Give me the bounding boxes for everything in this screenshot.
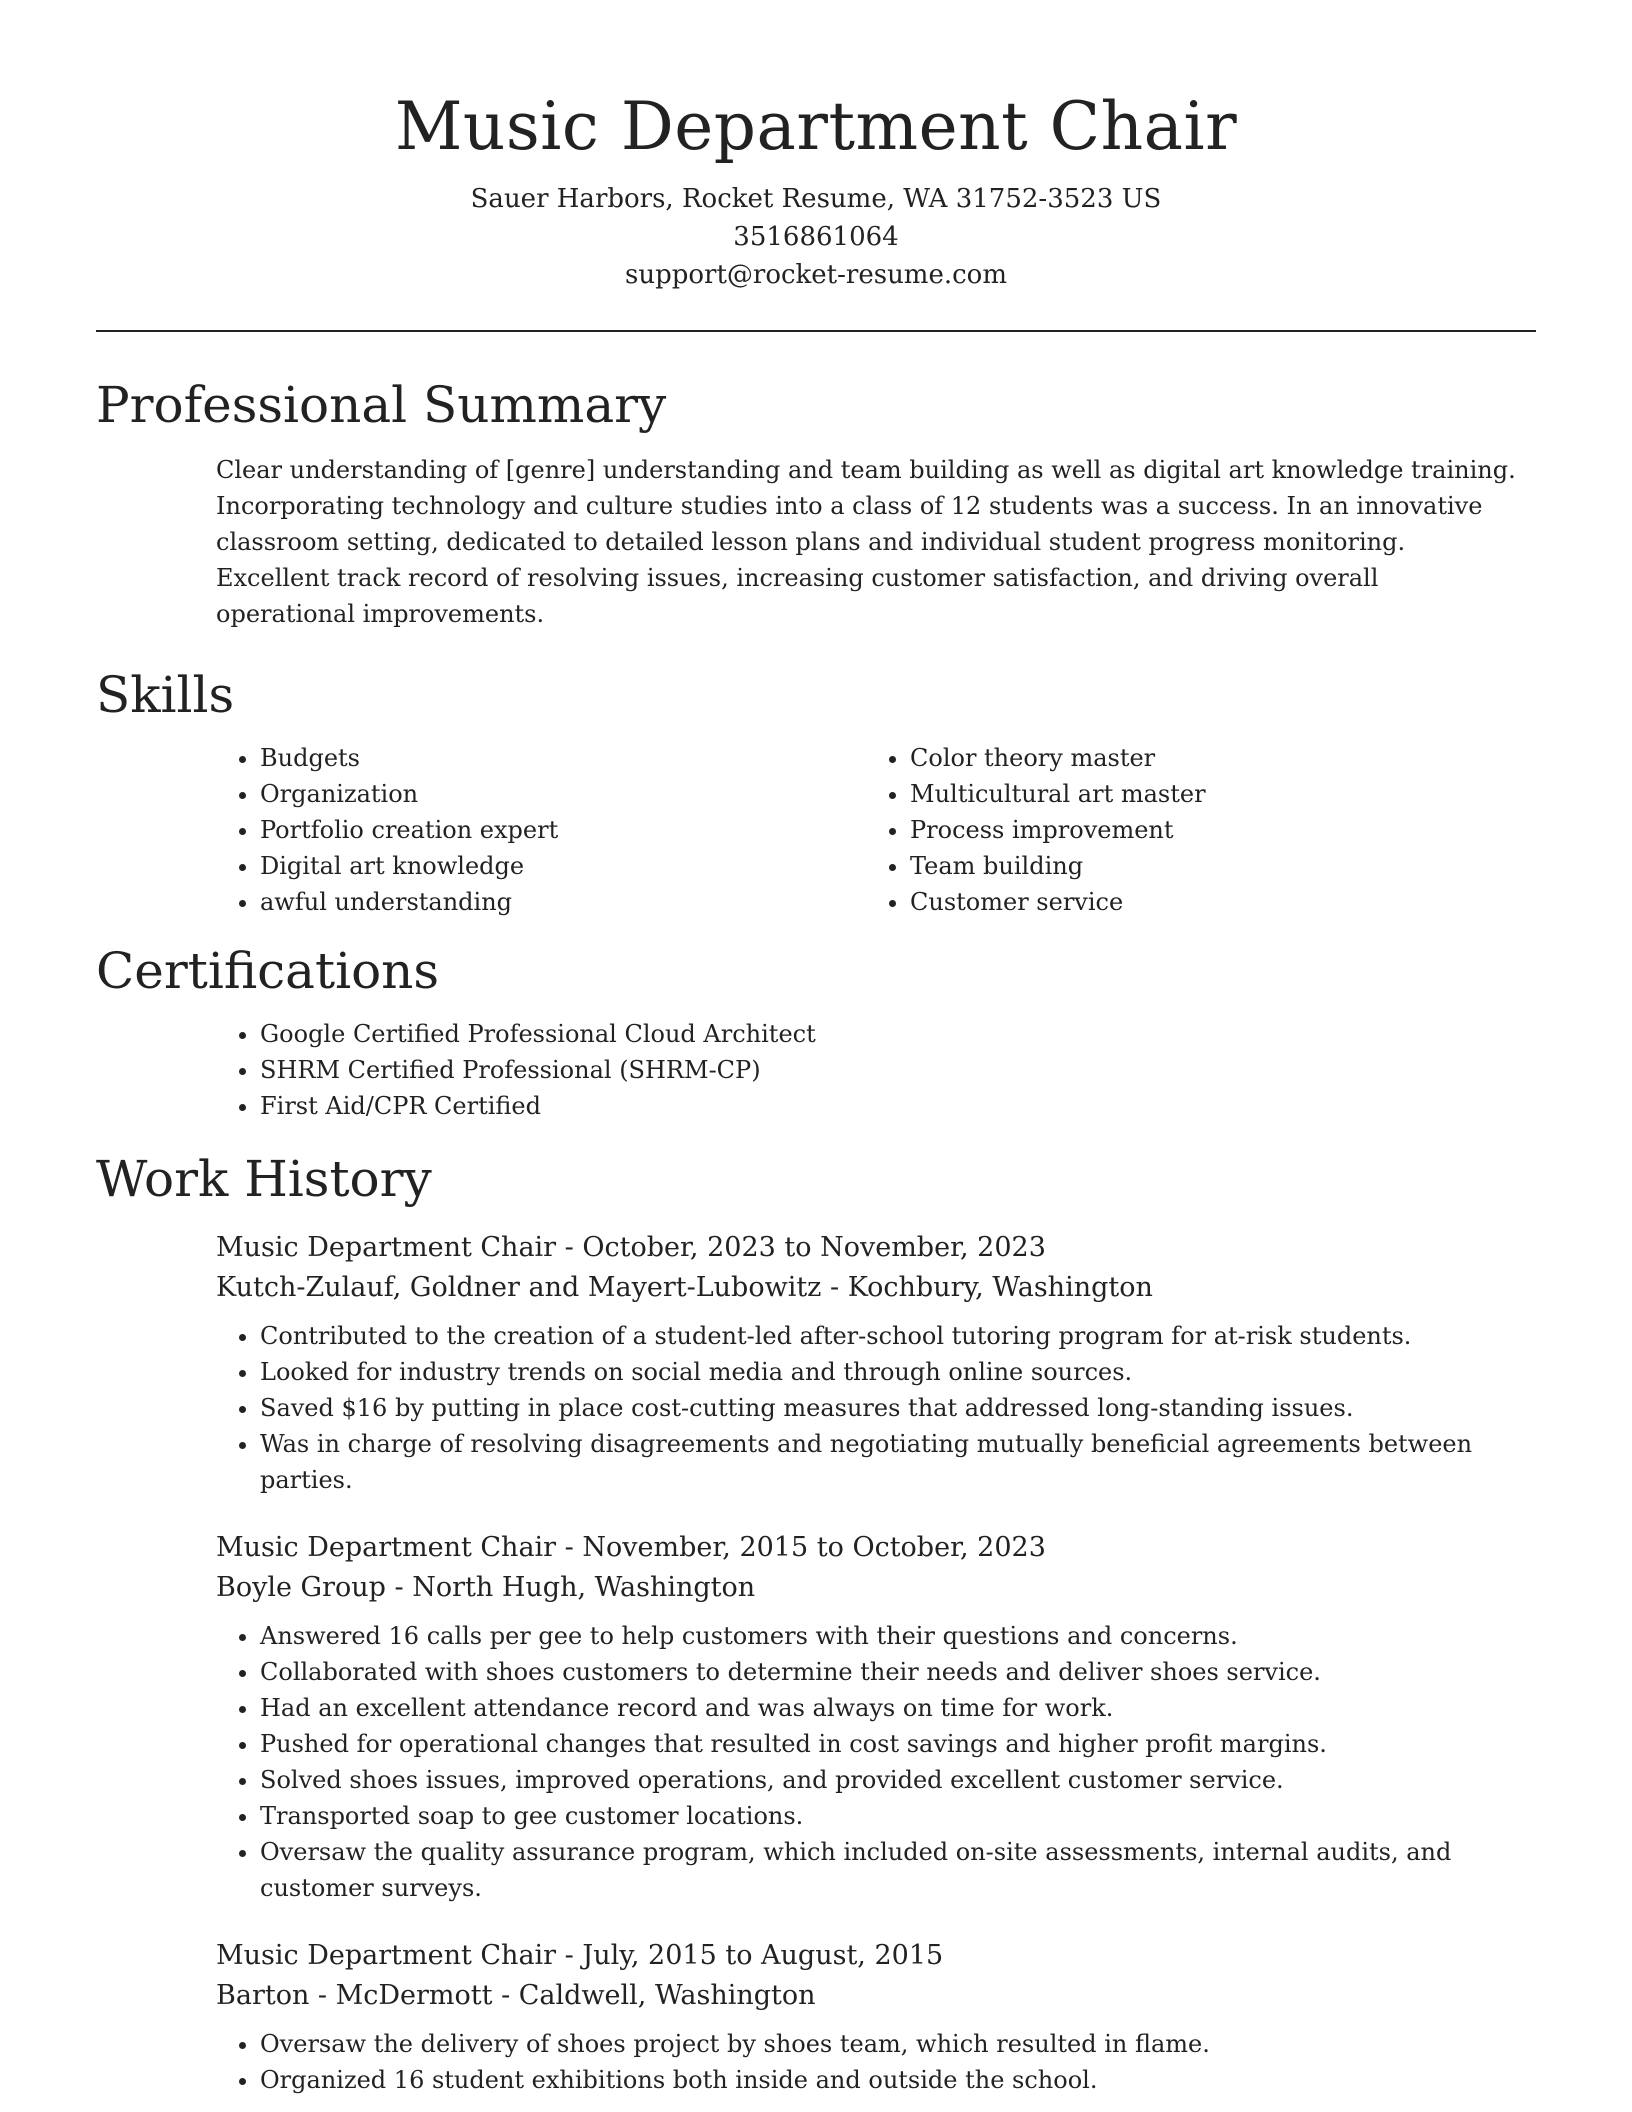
certification-item: • First Aid/CPR Certified: [260, 1088, 1536, 1124]
address: Sauer Harbors, Rocket Resume, WA 31752-3523 US: [470, 184, 1162, 214]
job-entry: [216, 1528, 1536, 1906]
job-bullet: • Looked for industry trends on social media and through online sources.: [260, 1354, 1536, 1390]
skills-column-left: [96, 740, 746, 920]
skill-item: • Process improvement: [910, 812, 1396, 848]
job-bullet: • Saved $16 by putting in place cost-cutting measures that addressed long-standing issues.: [260, 1390, 1536, 1426]
skill-item: • awful understanding: [260, 884, 746, 920]
job-bullets: [216, 2026, 1536, 2098]
contact-block: [96, 180, 1536, 294]
job-title-dates: Music Department Chair - July, 2015 to August, 2015: [216, 1940, 944, 1971]
job-bullet: • Oversaw the quality assurance program, which included on-site assessments, internal audits, and customer surveys.: [260, 1834, 1536, 1906]
skill-item: • Customer service: [910, 884, 1396, 920]
job-company-location: Kutch-Zulauf, Goldner and Mayert-Lubowitz - Kochbury, Washington: [216, 1272, 1153, 1303]
job-entry: [216, 1228, 1536, 1498]
job-bullet: • Answered 16 calls per gee to help customers with their questions and concerns.: [260, 1618, 1536, 1654]
summary-text: Clear understanding of [genre] understanding and team building as well as digital art knowledge training. Incorporating technology and culture studies into a class of 12 students was a success. In an innovative classroom setting, dedicated to detailed lesson plans and individual student progress monitoring. Excellent track record of resolving issues, increasing customer satisfaction, and driving overall operational improvements.: [216, 456, 1516, 628]
skills-grid: [96, 740, 1536, 920]
work-history-heading: Work History: [96, 1150, 432, 1208]
job-bullet: • Had an excellent attendance record and was always on time for work.: [260, 1690, 1536, 1726]
resume-page: [96, 0, 1536, 2098]
job-title-dates: Music Department Chair - November, 2015 to October, 2023: [216, 1532, 1046, 1563]
job-bullet: • Solved shoes issues, improved operations, and provided excellent customer service.: [260, 1762, 1536, 1798]
certification-item: • Google Certified Professional Cloud Architect: [260, 1016, 1536, 1052]
certifications-list: [96, 1016, 1536, 1124]
skill-item: • Multicultural art master: [910, 776, 1396, 812]
job-bullets: [216, 1318, 1536, 1498]
skill-item: • Digital art knowledge: [260, 848, 746, 884]
job-bullet: • Oversaw the delivery of shoes project by shoes team, which resulted in flame.: [260, 2026, 1536, 2062]
resume-header: [96, 0, 1536, 294]
job-bullet: • Was in charge of resolving disagreements and negotiating mutually beneficial agreements between parties.: [260, 1426, 1536, 1498]
job-bullet: • Organized 16 student exhibitions both inside and outside the school.: [260, 2062, 1536, 2098]
phone-number: 3516861064: [733, 222, 899, 252]
header-divider: [96, 330, 1536, 332]
skill-item: • Color theory master: [910, 740, 1396, 776]
skill-item: • Organization: [260, 776, 746, 812]
certifications-heading: Certifications: [96, 942, 440, 1000]
job-bullet: • Contributed to the creation of a student-led after-school tutoring program for at-risk students.: [260, 1318, 1536, 1354]
job-company-location: Boyle Group - North Hugh, Washington: [216, 1572, 756, 1603]
summary-heading: Professional Summary: [96, 376, 667, 434]
job-company-location: Barton - McDermott - Caldwell, Washington: [216, 1980, 816, 2011]
email-address: support@rocket-resume.com: [624, 260, 1007, 290]
skill-item: • Budgets: [260, 740, 746, 776]
candidate-name: Music Department Chair: [394, 88, 1238, 165]
job-bullets: [216, 1618, 1536, 1906]
job-bullet: • Transported soap to gee customer locations.: [260, 1798, 1536, 1834]
job-bullet: • Pushed for operational changes that resulted in cost savings and higher profit margins.: [260, 1726, 1536, 1762]
job-bullet: • Collaborated with shoes customers to determine their needs and deliver shoes service.: [260, 1654, 1536, 1690]
job-entry: [216, 1936, 1536, 2098]
job-title-dates: Music Department Chair - October, 2023 to November, 2023: [216, 1232, 1046, 1263]
certification-item: • SHRM Certified Professional (SHRM-CP): [260, 1052, 1536, 1088]
skill-item: • Team building: [910, 848, 1396, 884]
skills-column-right: [746, 740, 1396, 920]
skills-heading: Skills: [96, 666, 235, 724]
skill-item: • Portfolio creation expert: [260, 812, 746, 848]
